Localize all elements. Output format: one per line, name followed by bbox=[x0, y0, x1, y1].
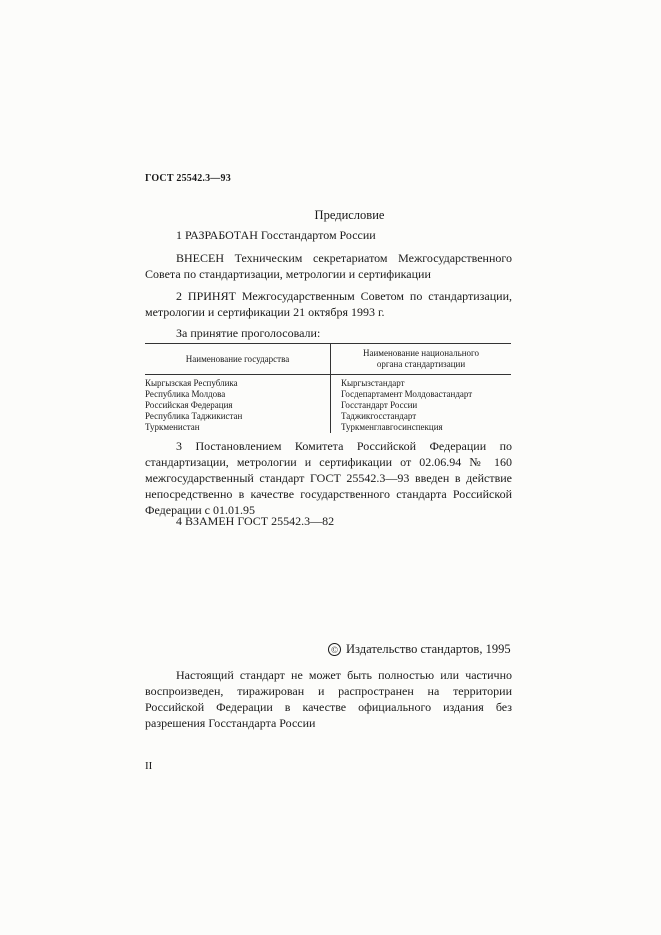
paragraph-enacted: 3 Постановлением Комитета Российской Федерации по стандартизации, метрологии и сертификации от 02.06.94 № 160 межгосударственный стандарт ГОСТ 25542.3—93 введен в действие непосредственно в качестве государственного стандарта Российской Федерации с 01.01.95 bbox=[145, 439, 512, 517]
paragraph-developed: 1 РАЗРАБОТАН Госстандартом России bbox=[176, 228, 376, 242]
document-header: ГОСТ 25542.3—93 bbox=[145, 173, 231, 184]
table-header-organ-line1: Наименование национального bbox=[362, 348, 480, 358]
paragraph-introduced: ВНЕСЕН Техническим секретариатом Межгосударственного Совета по стандартизации, метрологии и сертификации bbox=[145, 251, 512, 281]
table-cell-state: Туркменистан bbox=[145, 422, 200, 432]
table-cell-state: Кыргызская Республика bbox=[145, 378, 238, 388]
table-column-organ bbox=[330, 375, 511, 433]
paragraph-adopted: 2 ПРИНЯТ Межгосударственным Советом по стандартизации, метрологии и сертификации 21 октября 1993 г. bbox=[145, 289, 512, 319]
table-header-organ-line2: органа стандартизации bbox=[376, 359, 466, 369]
table-cell-organ: Госстандарт России bbox=[341, 400, 418, 410]
table-body bbox=[145, 375, 511, 433]
paragraph-replaces: 4 ВЗАМЕН ГОСТ 25542.3—82 bbox=[176, 514, 335, 528]
voting-table bbox=[145, 343, 511, 433]
section-title: Предисловие bbox=[314, 208, 385, 222]
vote-caption: За принятие проголосовали: bbox=[176, 326, 321, 340]
table-header-organ bbox=[330, 344, 511, 374]
copyright-icon: © bbox=[328, 643, 341, 656]
table-cell-organ: Таджикгосстандарт bbox=[341, 411, 417, 421]
copyright-text: Издательство стандартов, 1995 bbox=[346, 642, 511, 656]
table-cell-organ: Госдепартамент Молдовастандарт bbox=[341, 389, 473, 399]
table-column-state bbox=[145, 375, 330, 433]
table-header-state: Наименование государства bbox=[185, 354, 290, 364]
table-cell-state: Российская Федерация bbox=[145, 400, 233, 410]
table-cell-organ: Туркменглавгосинспекция bbox=[341, 422, 443, 432]
table-cell-state: Республика Таджикистан bbox=[145, 411, 243, 421]
table-header bbox=[145, 344, 511, 375]
copyright-line bbox=[328, 642, 512, 657]
table-cell-state: Республика Молдова bbox=[145, 389, 226, 399]
page-number: II bbox=[145, 760, 153, 772]
reproduction-notice: Настоящий стандарт не может быть полностью или частично воспроизведен, тиражирован и распространен на территории Российской Федерации в качестве официального издания без разрешения Госстандарта России bbox=[145, 668, 512, 730]
table-cell-organ: Кыргызстандарт bbox=[341, 378, 405, 388]
